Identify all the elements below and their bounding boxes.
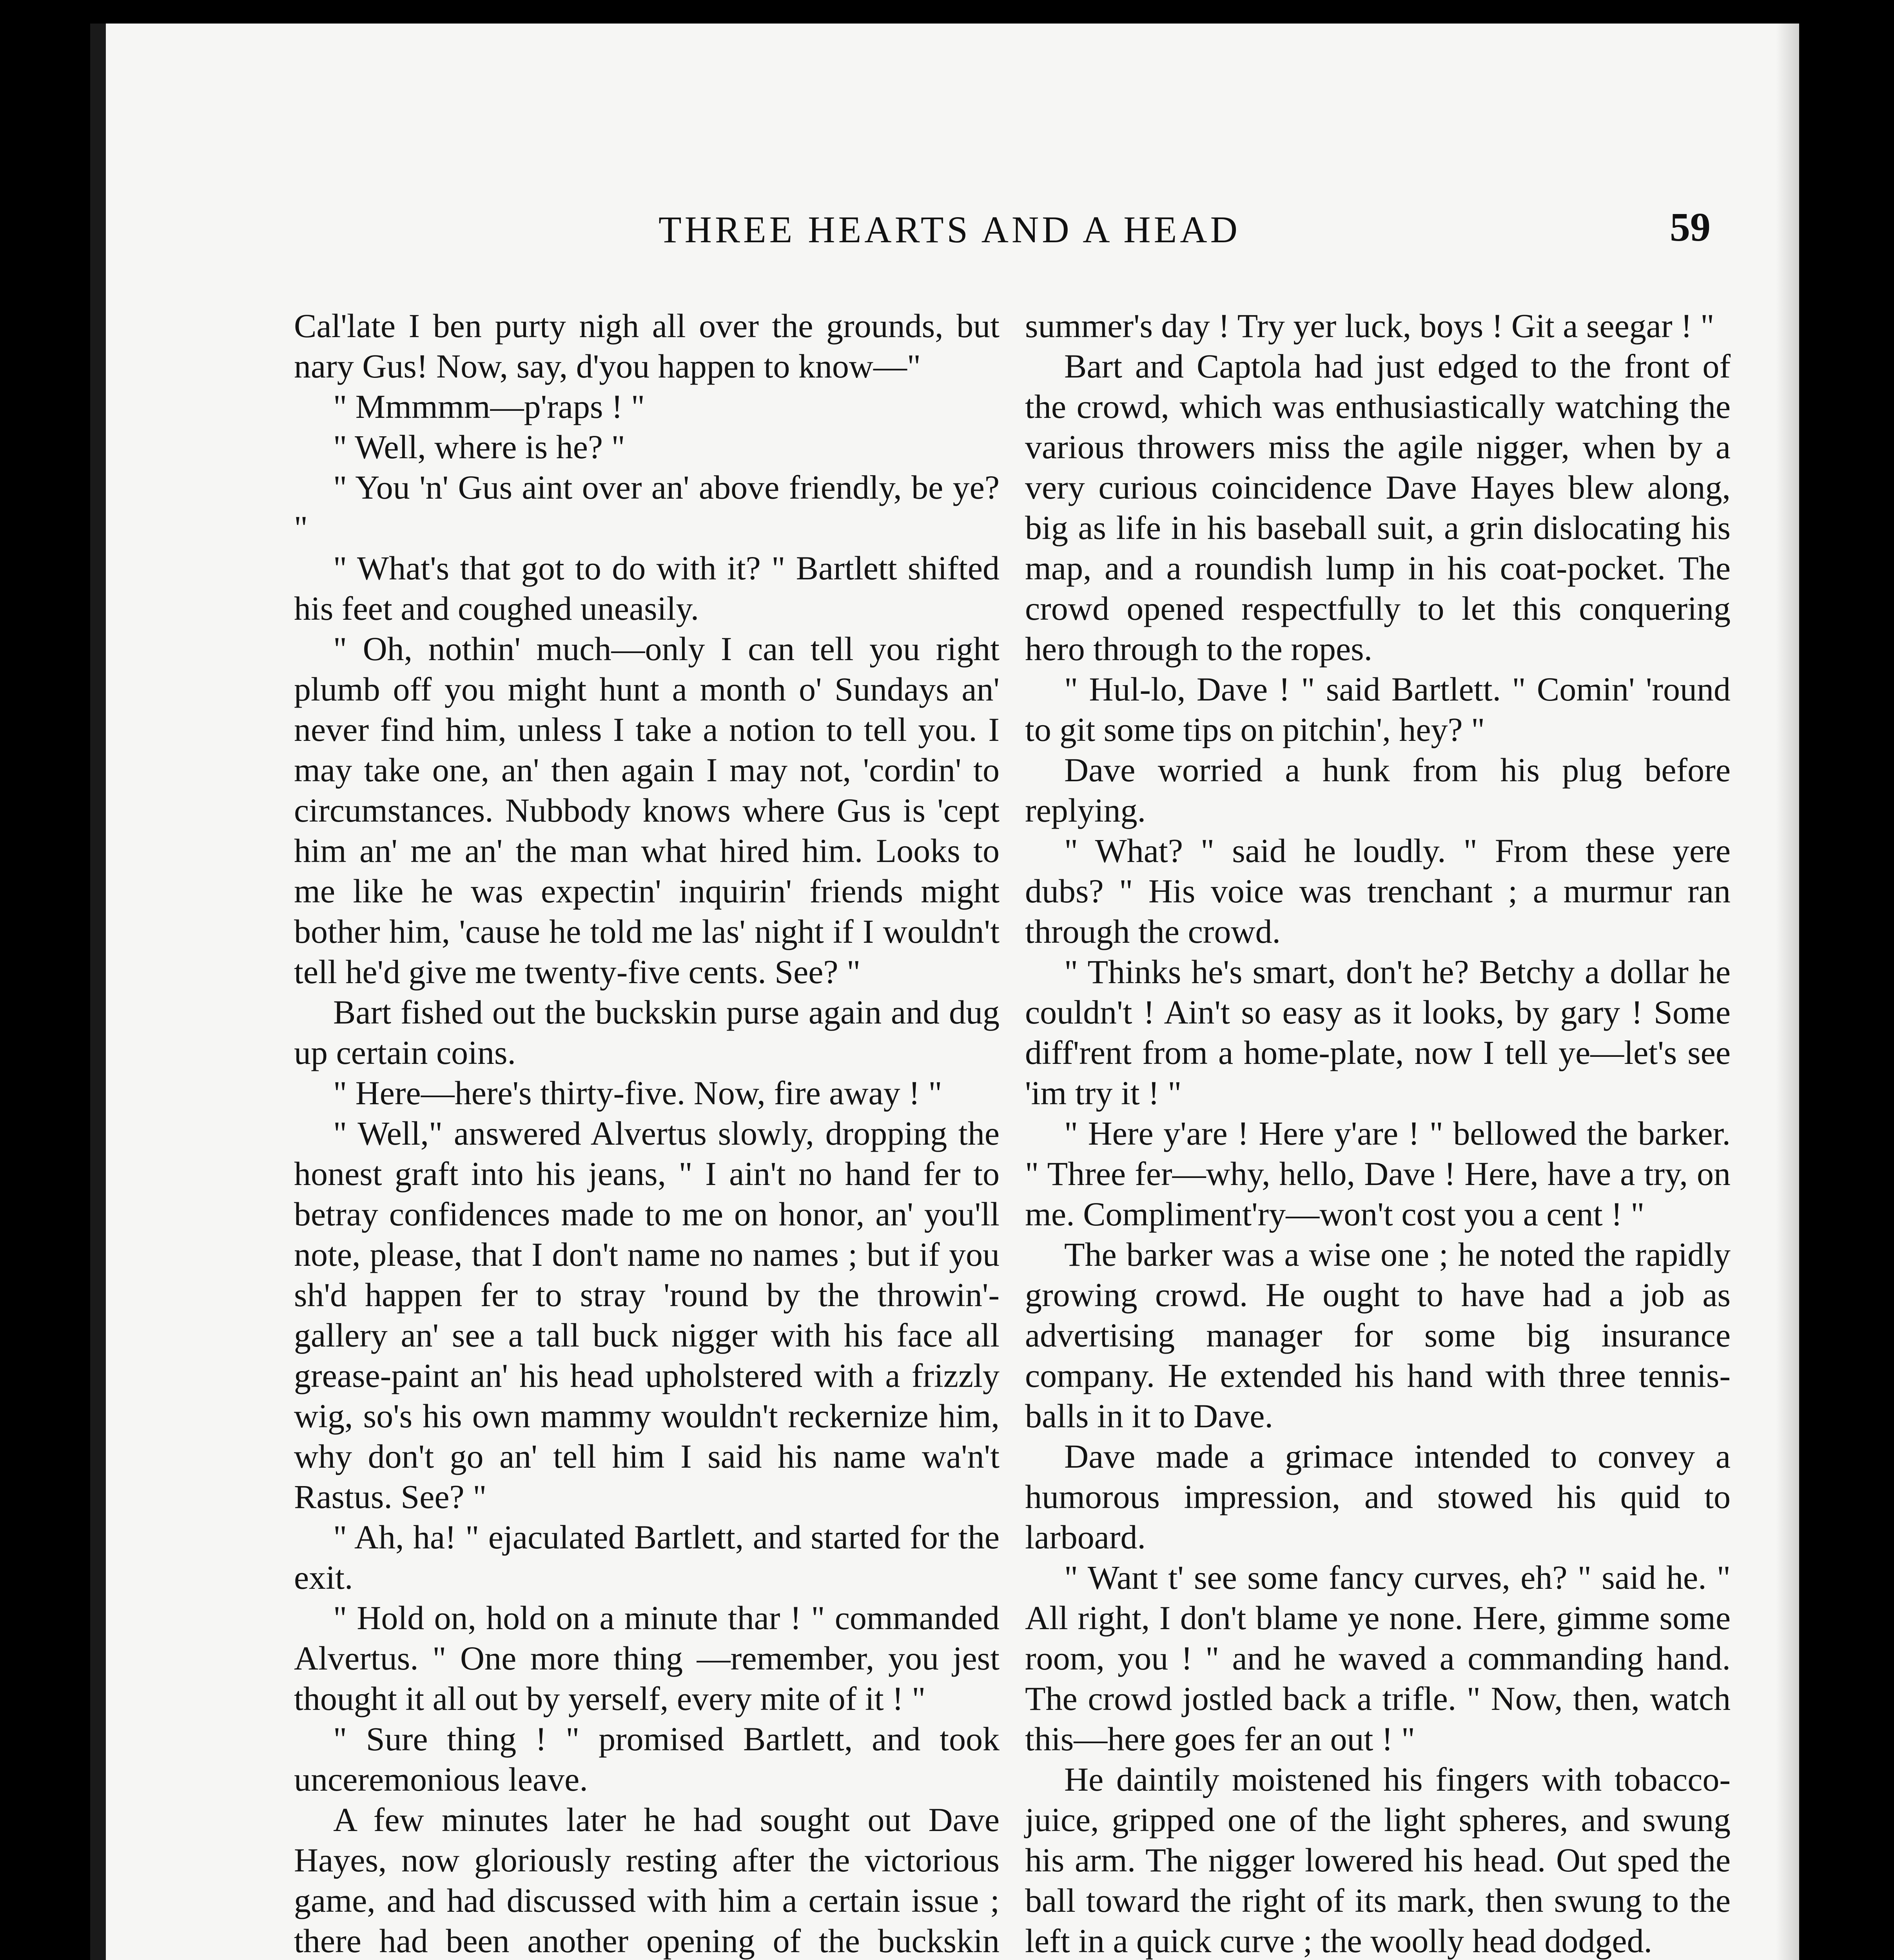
right-column (1025, 306, 1731, 1960)
paragraph: The barker was a wise one ; he noted the rapidly growing crowd. He ought to have had a job as advertising manager for some big insurance company. He extended his hand with three tennis-balls in it to Dave. (1025, 1236, 1731, 1435)
running-head: THREE HEARTS AND A HEAD (659, 209, 1241, 250)
paragraph: Dave worried a hunk from his plug before replying. (1025, 751, 1731, 829)
page-number: 59 (1670, 205, 1711, 250)
paragraph: " Here y'are ! Here y'are ! " bellowed the barker. " Three fer—why, hello, Dave ! Here, have a try, on me. Compliment'ry—won't cost you a cent ! " (1025, 1114, 1731, 1233)
paragraph: " Ah, ha! " ejaculated Bartlett, and started for the exit. (294, 1518, 1000, 1596)
paragraph: " Hold on, hold on a minute thar ! " commanded Alvertus. " One more thing —remember, you jest thought it all out by yerself, every mite of it ! " (294, 1599, 1000, 1717)
paragraph: " Well," answered Alvertus slowly, dropping the honest graft into his jeans, " I ain't no hand fer to betray confidences made to me on honor, an' you'll note, please, that I don't name no names ; but if you sh'd happen fer to stray 'round by the throwin'-gallery an' see a tall buck nigger with his face all grease-paint an' his head upholstered with a frizzly wig, so's his own mammy wouldn't reckernize him, why don't go an' tell him I said his name wa'n't Rastus. See? " (294, 1114, 1000, 1515)
paragraph: A few minutes later he had sought out Dave Hayes, now gloriously resting after the victorious game, and had discussed with him a certain issue ; there had been another opening of the buckskin (294, 1801, 1000, 1960)
paragraph: " What? " said he loudly. " From these yere dubs? " His voice was trenchant ; a murmur ran through the crowd. (1025, 832, 1731, 950)
paragraph: " Well, where is he? " (333, 428, 625, 466)
paragraph: Dave made a grimace intended to convey a humorous impression, and stowed his quid to larboard. (1025, 1437, 1731, 1556)
paragraph: " Thinks he's smart, don't he? Betchy a dollar he couldn't ! Ain't so easy as it looks, by gary ! Some diff'rent from a home-plate, now I tell ye—let's see 'im try it ! " (1025, 953, 1731, 1112)
paragraph: " Want t' see some fancy curves, eh? " said he. " All right, I don't blame ye none. Here, gimme some room, you ! " and he waved a commanding hand. The crowd jostled back a trifle. " Now, then, watch this—here goes fer an out ! " (1025, 1559, 1731, 1758)
paragraph: " Sure thing ! " promised Bartlett, and took unceremonious leave. (294, 1720, 1000, 1798)
book-page (90, 24, 1799, 1960)
paragraph: " Mmmmm—p'raps ! " (333, 388, 645, 425)
paragraph: Bart and Captola had just edged to the front of the crowd, which was enthusiastically watching the various throwers miss the agile nigger, when by a very curious coincidence Dave Hayes blew along, big as life in his baseball suit, a grin dislocating his map, and a roundish lump in his coat-pocket. The crowd opened respectfully to let this conquering hero through to the ropes. (1025, 347, 1731, 668)
paragraph: " Oh, nothin' much—only I can tell you right plumb off you might hunt a month o' Sundays an' never find him, unless I take a notion to tell you. I may take one, an' then again I may not, 'cordin' to circumstances. Nubbody knows where Gus is 'cept him an' me an' the man what hired him. Looks to me like he was expectin' inquirin' friends might bother him, 'cause he told me las' night if I wouldn't tell he'd give me twenty-five cents. See? " (294, 630, 1000, 991)
paragraph: Bart fished out the buckskin purse again and dug up certain coins. (294, 993, 1000, 1071)
paragraph: He daintily moistened his fingers with tobacco-juice, gripped one of the light spheres, and swung his arm. The nigger lowered his head. Out sped the ball toward the right of its mark, then swung to the left in a quick curve ; the woolly head dodged. (1025, 1760, 1731, 1960)
scan-border (0, 0, 35, 1960)
paragraph: summer's day ! Try yer luck, boys ! Git a seegar ! " (1025, 307, 1714, 345)
paragraph: " Here—here's thirty-five. Now, fire away ! " (333, 1074, 942, 1112)
left-column (294, 306, 1000, 1960)
paragraph: Cal'late I ben purty nigh all over the grounds, but nary Gus! Now, say, d'you happen to know—" (294, 307, 1000, 385)
paragraph: " You 'n' Gus aint over an' above friendly, be ye? " (294, 468, 1000, 546)
paragraph: " Hul-lo, Dave ! " said Bartlett. " Comin' 'round to git some tips on pitchin', hey? " (1025, 670, 1731, 748)
paragraph: " What's that got to do with it? " Bartlett shifted his feet and coughed uneasily. (294, 549, 1000, 627)
